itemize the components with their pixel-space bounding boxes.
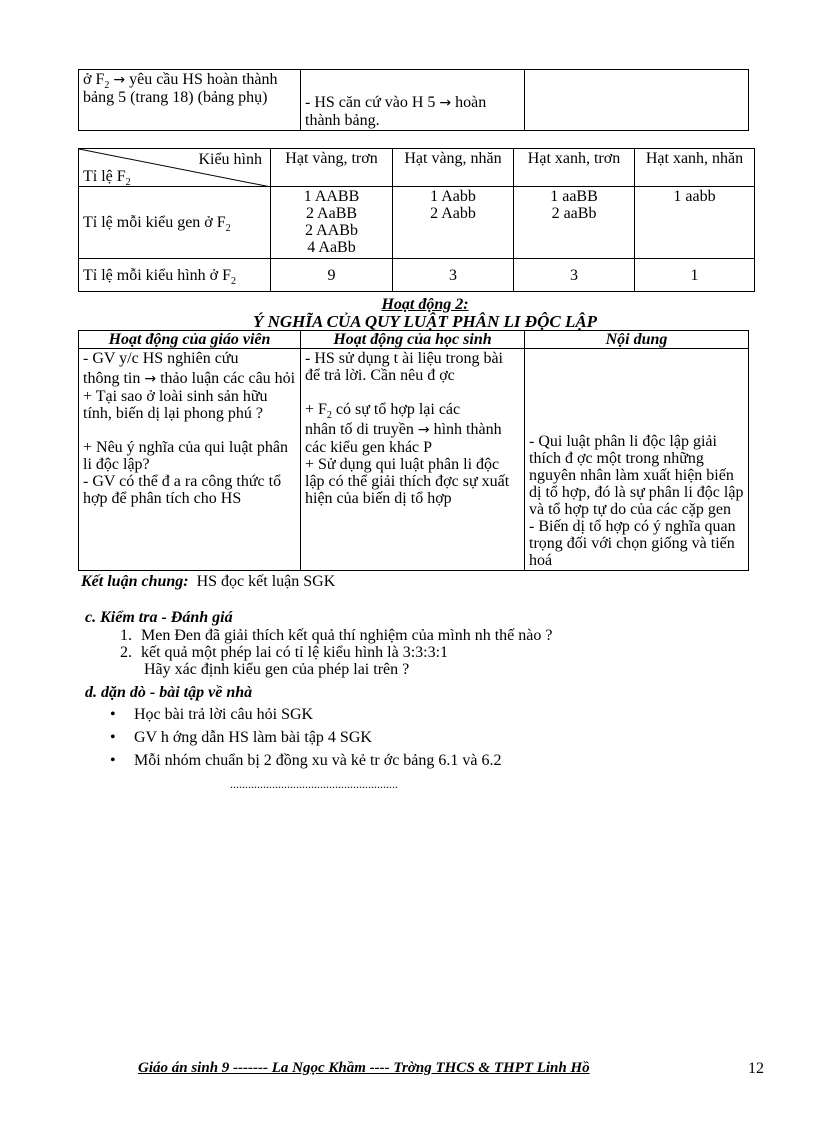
genotype-cell: 1 aabb xyxy=(635,187,755,259)
activity-label: Hoạt động 2: xyxy=(381,296,469,313)
page-number: 12 xyxy=(748,1060,764,1077)
list-item: • Học bài trả lời câu hỏi SGK xyxy=(110,706,314,723)
genotype-cell: 1 aaBB 2 aaBb xyxy=(514,187,635,259)
genotype-cell: 1 AABB 2 AaBB 2 AABb 4 AaBb xyxy=(271,187,393,259)
phenotype-header: Hạt xanh, nhăn xyxy=(635,149,755,187)
corner-phenotype-label: Kiểu hình xyxy=(198,151,262,168)
separator-dots: ........................................................ xyxy=(230,777,398,791)
phenotype-header: Hạt vàng, trơn xyxy=(271,149,393,187)
bullet-icon: • xyxy=(110,729,116,746)
list-item: • GV h ớng dẫn HS làm bài tập 4 SGK xyxy=(110,729,372,746)
content-header: Nội dung xyxy=(525,331,749,349)
arrow-icon: → xyxy=(144,371,157,387)
activity-table xyxy=(78,330,749,571)
top-table-content-cell xyxy=(525,70,749,131)
bullet-icon: • xyxy=(110,752,116,769)
section-title: Ý NGHĨA CỦA QUY LUẬT PHÂN LI ĐỘC LẬP xyxy=(252,312,598,331)
phenotype-ratio: 9 xyxy=(271,259,393,292)
student-activity-cell: - HS sử dụng t ài liệu trong bài để trả lời. Cần nêu đ ợc + $F_2$ có sự tổ hợp lại các nhân tố di truyền → hình thành các kiểu gen khác P + Sử dụng qui luật phân li độc lập có thể giải thích đợc sự xuất hiện của biến dị tổ hợp xyxy=(301,349,525,571)
teacher-header: Hoạt động của giáo viên xyxy=(79,331,301,349)
ratio-table-corner xyxy=(79,149,271,187)
arrow-icon: → xyxy=(439,95,452,111)
corner-ratio-label: Tỉ lệ $F_2$ xyxy=(83,168,131,187)
phenotype-row-label: Tỉ lệ mỗi kiểu hình ở $F_2$ xyxy=(79,259,271,292)
phenotype-header: Hạt xanh, trơn xyxy=(514,149,635,187)
homework-list xyxy=(110,706,750,775)
footer-text: Giáo án sinh 9 ------- La Ngọc Khầm ---- Trờng THCS & THPT Linh Hồ xyxy=(138,1060,590,1076)
arrow-icon: → xyxy=(417,422,430,438)
arrow-icon: → xyxy=(113,72,126,88)
phenotype-ratio: 1 xyxy=(635,259,755,292)
top-table-student-cell: - HS căn cứ vào H 5 → hoàn thành bảng. xyxy=(301,70,525,131)
content-cell: - Qui luật phân li độc lập giải thích đ ợc một trong những nguyên nhân làm xuất hiện biến dị tổ hợp, đó là sự phân li độc lập và tổ hợp tự do của các cặp gen - Biến dị tổ hợp có ý nghĩa quan trọng đối với chọn giống và tiến hoá xyxy=(525,349,749,571)
homework-heading: d. dặn dò - bài tập về nhà xyxy=(85,684,253,701)
conclusion: Kết luận chung: HS đọc kết luận SGK xyxy=(81,573,336,590)
phenotype-header: Hạt vàng, nhăn xyxy=(393,149,514,187)
bullet-icon: • xyxy=(110,706,116,723)
genotype-row-label: Tỉ lệ mỗi kiểu gen ở $F_2$ xyxy=(79,187,271,259)
phenotype-ratio: 3 xyxy=(514,259,635,292)
top-table xyxy=(78,69,749,131)
list-item: • Mỗi nhóm chuẩn bị 2 đồng xu và kẻ tr ớc bảng 6.1 và 6.2 xyxy=(110,752,502,769)
ratio-table xyxy=(78,148,755,292)
teacher-activity-cell: - GV y/c HS nghiên cứu thông tin → thảo luận các câu hỏi + Tại sao ở loài sinh sản hữu tính, biến dị lại phong phú ? + Nêu ý nghĩa của qui luật phân li độc lập? - GV có thể đ a ra công thức tổ hợp để phân tích cho HS xyxy=(79,349,301,571)
list-item: 1. Men Đen đã giải thích kết quả thí nghiệm của mình nh thế nào ? xyxy=(120,627,553,644)
phenotype-ratio: 3 xyxy=(393,259,514,292)
assessment-list xyxy=(120,627,762,678)
top-table-teacher-cell: ở $F_2$ → yêu cầu HS hoàn thành bảng 5 (trang 18) (bảng phụ) xyxy=(79,70,301,131)
student-header: Hoạt động của học sinh xyxy=(301,331,525,349)
assessment-heading: c. Kiểm tra - Đánh giá xyxy=(85,609,233,626)
genotype-cell: 1 Aabb 2 Aabb xyxy=(393,187,514,259)
list-item: 2. kết quả một phép lai có tỉ lệ kiểu hình là 3:3:3:1 Hãy xác định kiểu gen của phép lai trên ? xyxy=(120,644,449,678)
